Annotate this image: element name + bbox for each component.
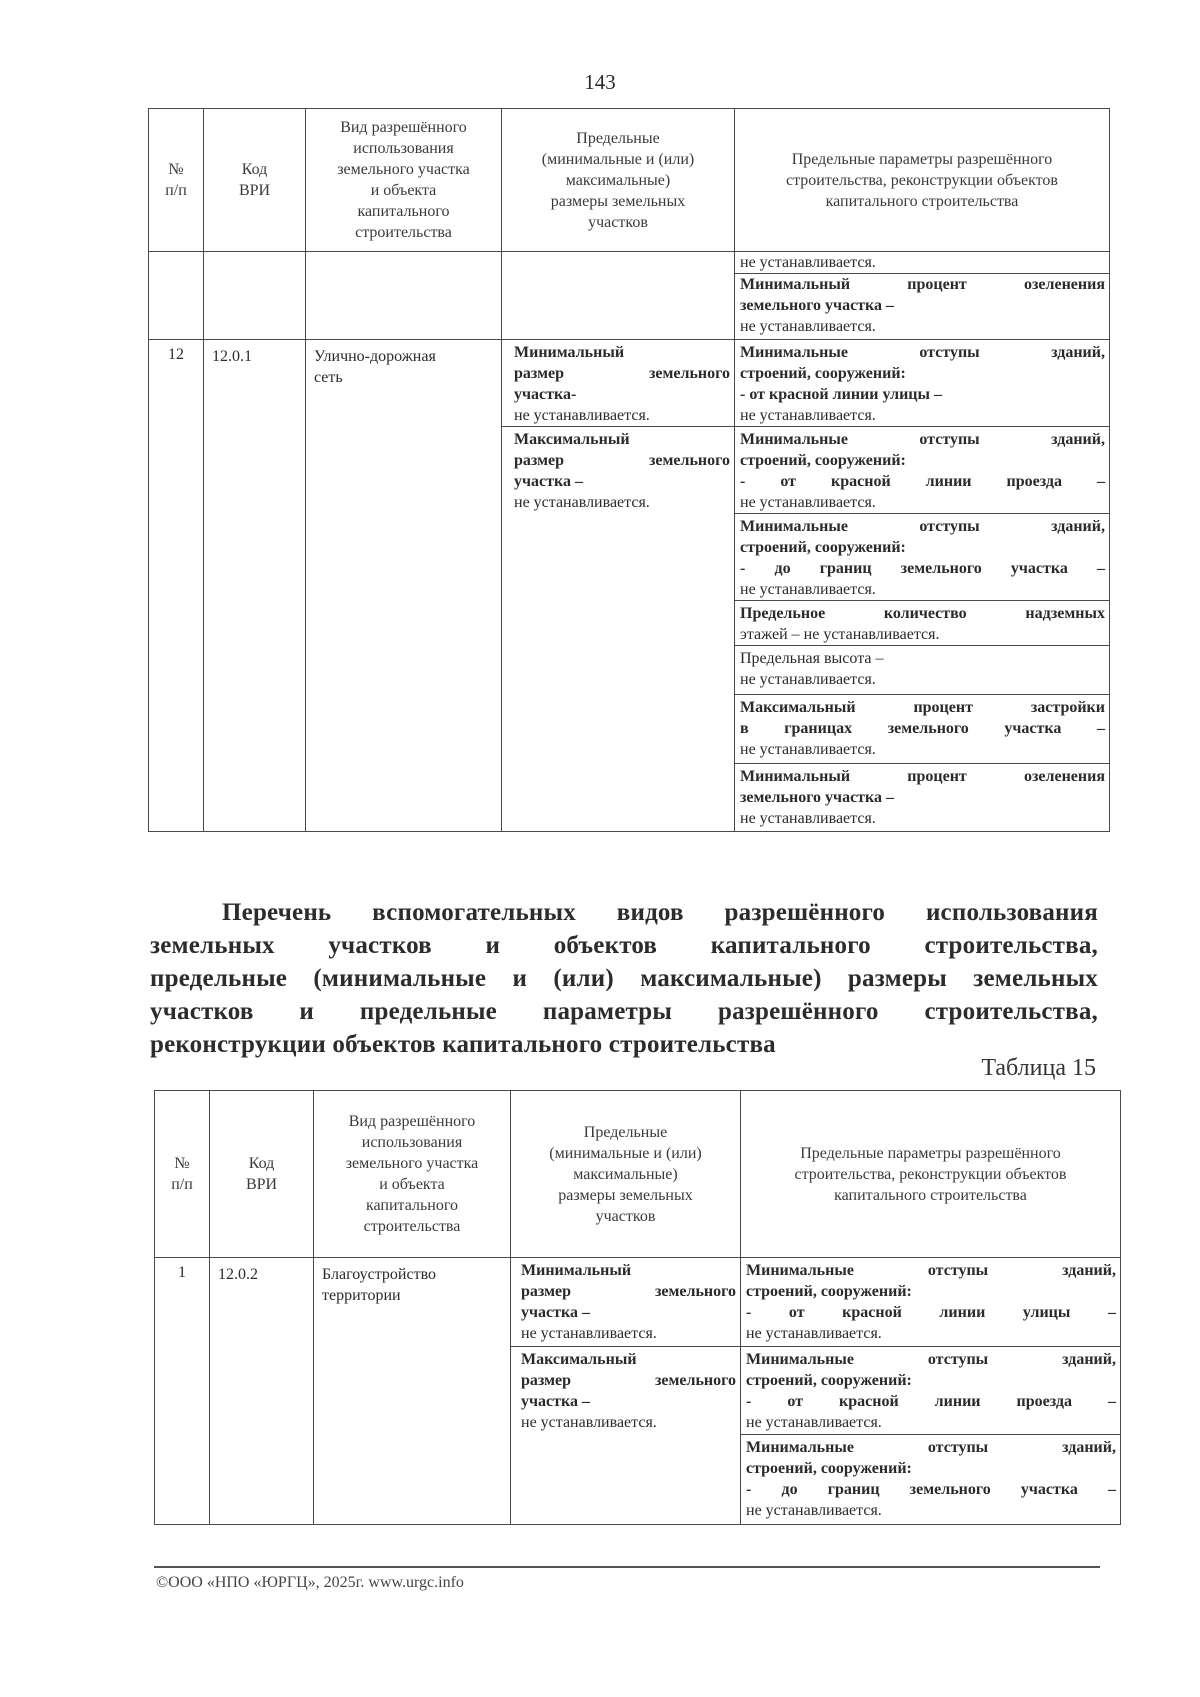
footer-divider bbox=[154, 1566, 1100, 1568]
header-params: Предельные параметры разрешённого строительства, реконструкции объектов капитального строительства bbox=[735, 109, 1110, 252]
row-use: Благоустройство территории bbox=[314, 1258, 511, 1525]
table-row bbox=[155, 1258, 1121, 1347]
table-caption: Таблица 15 bbox=[981, 1055, 1096, 1081]
size-cell: Минимальный размер земельного участка- не устанавливается. bbox=[502, 340, 735, 427]
row-code: 12.0.1 bbox=[204, 340, 306, 832]
section-heading: Перечень вспомогательных видов разрешённого использования земельных участков и объектов капитального строительства, предельные (минимальные и (или) максимальные) размеры земельных участков и предельные параметры разрешённого строительства, реконструкции объектов капитального строительства bbox=[150, 899, 1098, 1058]
params-cell: Минимальный процент озеленения земельного участка – не устанавливается. bbox=[735, 274, 1110, 340]
params-cell: Минимальные отступы зданий, строений, сооружений: - до границ земельного участка – не устанавливается. bbox=[735, 514, 1110, 601]
page-number: 143 bbox=[584, 70, 616, 94]
table-row bbox=[149, 252, 1110, 274]
params-cell: Предельное количество надземных этажей – не устанавливается. bbox=[735, 601, 1110, 646]
params-cell: Максимальный процент застройки в границах земельного участка – не устанавливается. bbox=[735, 695, 1110, 764]
size-cell: Максимальный размер земельного участка – не устанавливается. bbox=[502, 427, 735, 832]
footer-copyright: ©ООО «НПО «ЮРГЦ», 2025г. www.urgc.info bbox=[156, 1574, 464, 1591]
params-cell: Минимальные отступы зданий, строений, сооружений: - от красной линии проезда – не устанавливается. bbox=[741, 1347, 1121, 1435]
header-code: Код ВРИ bbox=[210, 1091, 314, 1258]
header-use: Вид разрешённого использования земельного участка и объекта капитального строительства bbox=[306, 109, 502, 252]
params-cell: Минимальные отступы зданий, строений, сооружений: - от красной линии проезда – не устанавливается. bbox=[735, 427, 1110, 514]
row-number: 1 bbox=[155, 1258, 210, 1525]
header-params: Предельные параметры разрешённого строительства, реконструкции объектов капитального строительства bbox=[741, 1091, 1121, 1258]
row-use: Улично-дорожная сеть bbox=[306, 340, 502, 832]
header-num: № п/п bbox=[155, 1091, 210, 1258]
header-use: Вид разрешённого использования земельного участка и объекта капитального строительства bbox=[314, 1091, 511, 1258]
params-cell: Минимальные отступы зданий, строений, сооружений: - до границ земельного участка – не устанавливается. bbox=[741, 1435, 1121, 1525]
header-code: Код ВРИ bbox=[204, 109, 306, 252]
size-cell: Максимальный размер земельного участка – не устанавливается. bbox=[511, 1347, 741, 1525]
row-number: 12 bbox=[149, 340, 204, 832]
params-cell: Минимальный процент озеленения земельного участка – не устанавливается. bbox=[735, 764, 1110, 832]
size-cell: Минимальный размер земельного участка – не устанавливается. bbox=[511, 1258, 741, 1347]
zoning-table-main bbox=[148, 108, 1110, 832]
params-cell: Минимальные отступы зданий, строений, сооружений: - от красной линии улицы – не устанавливается. bbox=[741, 1258, 1121, 1347]
params-cell: Минимальные отступы зданий, строений, сооружений: - от красной линии улицы – не устанавливается. bbox=[735, 340, 1110, 427]
header-size: Предельные (минимальные и (или) максимальные) размеры земельных участков bbox=[502, 109, 735, 252]
row-code: 12.0.2 bbox=[210, 1258, 314, 1525]
table-header-row bbox=[149, 109, 1110, 252]
header-size: Предельные (минимальные и (или) максимальные) размеры земельных участков bbox=[511, 1091, 741, 1258]
params-cell: Предельная высота – не устанавливается. bbox=[735, 646, 1110, 695]
zoning-table-auxiliary bbox=[154, 1090, 1121, 1525]
params-cell: не устанавливается. bbox=[735, 252, 1110, 274]
table-header-row bbox=[155, 1091, 1121, 1258]
header-num: № п/п bbox=[149, 109, 204, 252]
table-row bbox=[149, 340, 1110, 427]
